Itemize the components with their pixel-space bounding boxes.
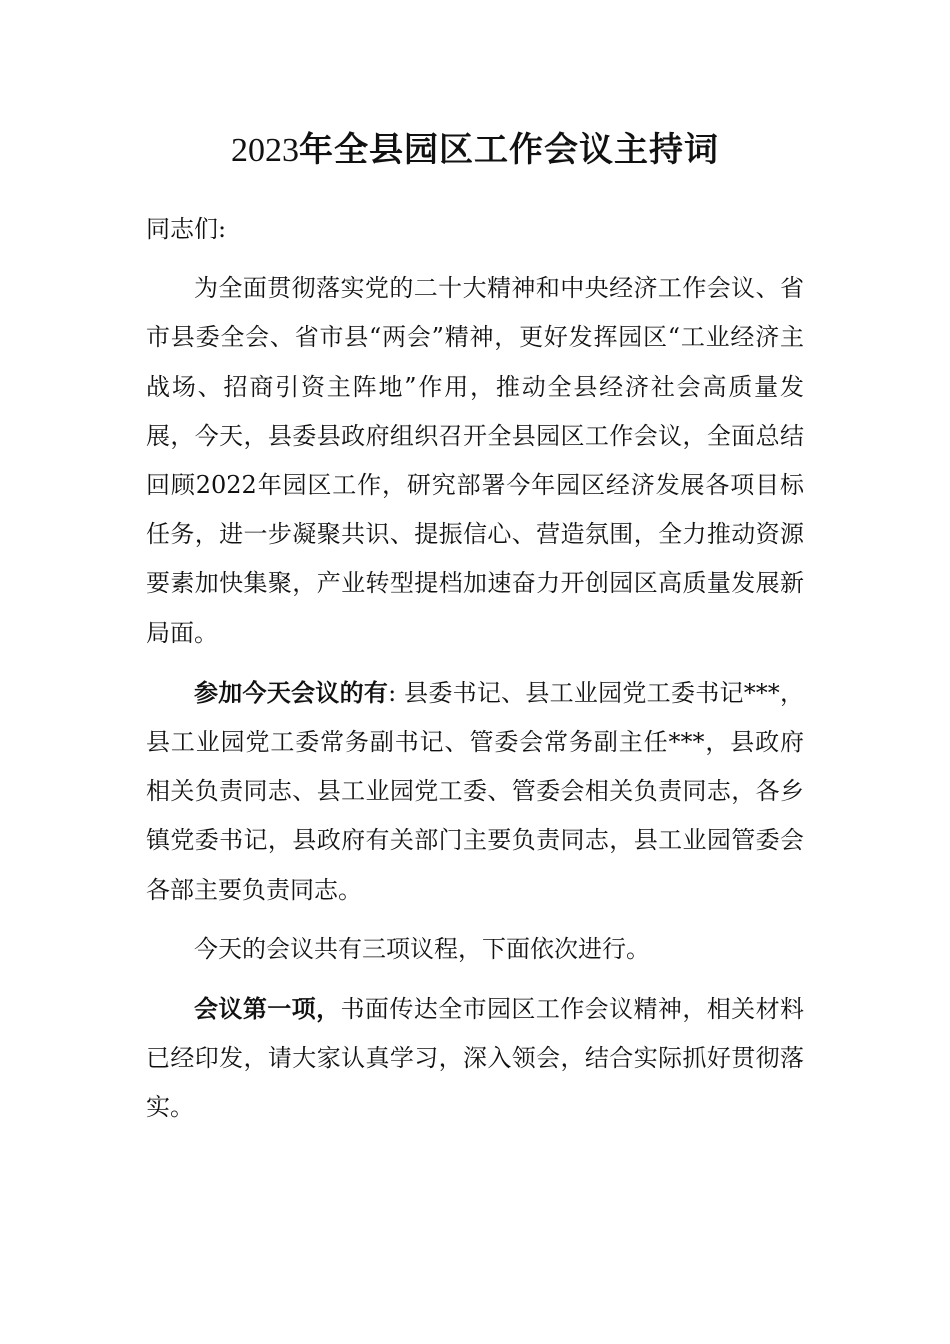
paragraph-intro-text: 为全面贯彻落实党的二十大精神和中央经济工作会议、省市县委全会、省市县“两会”精神，更好发挥园区“工业经济主战场、招商引资主阵地”作用，推动全县经济社会高质量发展，今天，县委县政府组织召开全县园区工作会议，全面总结回顾2022年园区工作，研究部署今年园区经济发展各项目标任务，进一步凝聚共识、提振信心、营造氛围，全力推动资源要素加快集聚，产业转型提档加速奋力开创园区高质量发展新局面。 — [146, 274, 804, 647]
title-year: 2023 — [231, 132, 299, 169]
paragraph-attendees-lead: 参加今天会议的有 — [194, 677, 389, 707]
paragraph-attendees-text: : 县委书记、县工业园党工委书记***，县工业园党工委常务副书记、管委会常务副主任***，县政府相关负责同志、县工业园党工委、管委会相关负责同志，各乡镇党委书记，县政府有关部门主要负责同志，县工业园管委会各部主要负责同志。 — [146, 678, 804, 904]
document-title — [0, 122, 950, 179]
title-text: 年全县园区工作会议主持词 — [299, 130, 719, 170]
paragraph-agenda — [146, 925, 804, 974]
paragraph-agenda-text: 今天的会议共有三项议程，下面依次进行。 — [194, 934, 650, 963]
paragraph-item-one-text: 书面传达全市园区工作会议精神，相关材料已经印发，请大家认真学习，深入领会，结合实际抓好贯彻落实。 — [146, 995, 804, 1122]
spacer — [146, 915, 804, 925]
paragraph-attendees — [146, 668, 804, 915]
salutation: 同志们: — [146, 215, 227, 243]
spacer — [146, 254, 804, 264]
paragraph-intro — [146, 264, 804, 658]
spacer — [146, 658, 804, 668]
paragraph-item-one-lead: 会议第一项， — [194, 994, 341, 1024]
document-body — [146, 205, 804, 1133]
paragraph-item-one — [146, 984, 804, 1133]
spacer — [146, 974, 804, 984]
